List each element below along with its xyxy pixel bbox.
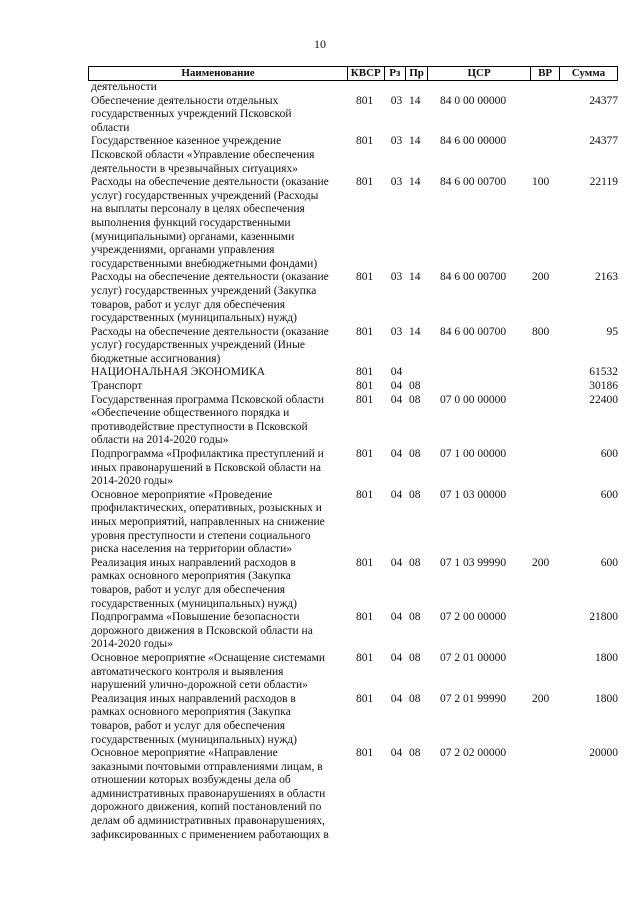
name-line: Реализация иных направлений расходов в xyxy=(91,556,296,569)
name-line: административных правонарушениях в области xyxy=(91,787,326,800)
cell-pr xyxy=(407,81,428,95)
cell-csr: 84 6 00 00700 xyxy=(440,325,507,338)
cell-pr: 14 xyxy=(409,325,421,338)
name-line: Государственное казенное учреждение xyxy=(91,135,282,148)
cell-vr: 800 xyxy=(532,325,550,338)
name-line: государственных (муниципальных) нужд) xyxy=(91,312,297,325)
name-line: 2014-2020 годы» xyxy=(91,638,173,651)
cell-kvsr: 801 xyxy=(356,176,374,189)
name-line: противодействие преступности в Псковской xyxy=(91,420,308,433)
name-line: государственных (муниципальных) нужд) xyxy=(91,597,297,610)
cell-sum: 600 xyxy=(600,448,618,461)
table-row xyxy=(88,176,618,271)
name-line: делам об административных правонарушениях, xyxy=(91,815,325,828)
table-row xyxy=(88,326,618,367)
table-row xyxy=(88,489,618,557)
cell-sum: 22119 xyxy=(589,176,618,189)
cell-kvsr: 801 xyxy=(356,488,374,501)
name-line: товаров, работ и услуг для обеспечения xyxy=(91,719,286,732)
cell-kvsr: 801 xyxy=(356,692,374,705)
name-line: области на 2014-2020 годы» xyxy=(91,434,229,447)
table-row xyxy=(88,81,618,95)
name-line: Основное мероприятие «Проведение xyxy=(91,488,273,501)
cell-rz: 03 xyxy=(390,176,403,189)
cell-pr xyxy=(407,366,428,380)
cell-pr: 14 xyxy=(409,176,421,189)
cell-kvsr: 801 xyxy=(356,94,374,107)
cell-sum: 2163 xyxy=(595,271,618,284)
cell-name xyxy=(88,394,350,448)
table-row xyxy=(88,652,618,693)
cell-rz: 03 xyxy=(390,271,403,284)
cell-csr: 07 1 03 00000 xyxy=(440,488,507,501)
cell-pr: 08 xyxy=(409,556,421,569)
name-line: государственными внебюджетными фондами) xyxy=(91,257,318,270)
cell-name xyxy=(88,326,350,367)
table-row xyxy=(88,271,618,325)
cell-sum: 30186 xyxy=(589,380,618,393)
name-line: Подпрограмма «Повышение безопасности xyxy=(91,611,300,624)
cell-name xyxy=(88,81,350,95)
name-line: услуг) государственных учреждений (Иные xyxy=(91,339,305,352)
cell-csr xyxy=(428,366,532,380)
table-row xyxy=(88,557,618,611)
table-row xyxy=(88,693,618,747)
cell-vr: 200 xyxy=(532,556,550,569)
cell-pr: 14 xyxy=(409,135,421,148)
cell-kvsr: 801 xyxy=(356,325,374,338)
name-line: Реализация иных направлений расходов в xyxy=(91,692,296,705)
header-pr: Пр xyxy=(405,67,427,80)
name-line: государственных (муниципальных) нужд) xyxy=(91,733,297,746)
name-line: Расходы на обеспечение деятельности (оказание xyxy=(91,271,329,284)
name-line: товаров, работ и услуг для обеспечения xyxy=(91,298,286,311)
cell-csr: 84 6 00 00700 xyxy=(440,176,507,189)
header-kvsr: КВСР xyxy=(347,67,383,80)
table-row xyxy=(88,611,618,652)
name-line: государственных учреждений Псковской xyxy=(91,108,292,121)
cell-kvsr: 801 xyxy=(356,380,374,393)
name-line: Транспорт xyxy=(91,380,143,393)
cell-rz: 04 xyxy=(390,448,403,461)
table-row xyxy=(88,448,618,489)
budget-table xyxy=(88,66,618,842)
cell-kvsr: 801 xyxy=(356,611,374,624)
cell-kvsr xyxy=(350,81,386,95)
name-line: товаров, работ и услуг для обеспечения xyxy=(91,583,286,596)
header-sum: Сумма xyxy=(559,67,617,80)
cell-vr xyxy=(532,394,560,448)
name-line: Основное мероприятие «Оснащение системами xyxy=(91,651,326,664)
cell-name xyxy=(88,489,350,557)
cell-sum: 22400 xyxy=(589,393,618,406)
cell-name xyxy=(88,652,350,693)
cell-name xyxy=(88,557,350,611)
cell-name xyxy=(88,176,350,271)
cell-pr: 14 xyxy=(409,94,421,107)
cell-sum: 20000 xyxy=(589,747,618,760)
cell-vr xyxy=(532,95,560,136)
name-line: профилактических, оперативных, розыскных и xyxy=(91,502,322,515)
cell-name xyxy=(88,693,350,747)
cell-rz: 04 xyxy=(390,488,403,501)
cell-rz: 04 xyxy=(390,366,403,379)
name-line: Расходы на обеспечение деятельности (оказание xyxy=(91,176,329,189)
cell-name xyxy=(88,95,350,136)
cell-rz: 03 xyxy=(390,135,403,148)
cell-pr: 08 xyxy=(409,393,421,406)
name-line: (муниципальными) органами, казенными xyxy=(91,230,295,243)
cell-pr: 08 xyxy=(409,488,421,501)
cell-kvsr: 801 xyxy=(356,651,374,664)
cell-rz: 04 xyxy=(390,380,403,393)
name-line: Обеспечение деятельности отдельных xyxy=(91,94,279,107)
cell-vr: 200 xyxy=(532,692,550,705)
cell-pr: 08 xyxy=(409,380,421,393)
cell-pr: 08 xyxy=(409,692,421,705)
cell-csr: 07 0 00 00000 xyxy=(440,393,507,406)
name-line: бюджетные ассигнования) xyxy=(91,352,221,365)
name-line: отношении которых возбуждены дела об xyxy=(91,774,291,787)
name-line: риска населения на территории области» xyxy=(91,543,292,556)
cell-pr: 08 xyxy=(409,611,421,624)
name-line: дорожного движения, копий постановлений по xyxy=(91,801,322,814)
name-line: уровня преступности и степени социального xyxy=(91,529,311,542)
cell-sum xyxy=(560,81,618,95)
name-line: услуг) государственных учреждений (Расходы xyxy=(91,189,319,202)
name-line: заказными почтовыми отправлениями лицам, в xyxy=(91,760,323,773)
name-line: рамках основного мероприятия (Закупка xyxy=(91,570,291,583)
cell-pr: 08 xyxy=(409,651,421,664)
cell-vr: 100 xyxy=(532,176,550,189)
name-line: нарушений улично-дорожной сети области» xyxy=(91,679,308,692)
table-row xyxy=(88,95,618,136)
cell-sum: 24377 xyxy=(589,94,618,107)
name-line: деятельности в чрезвычайных ситуациях» xyxy=(91,162,298,175)
cell-sum: 61532 xyxy=(589,366,618,379)
name-line: Основное мероприятие «Направление xyxy=(91,747,278,760)
table-header xyxy=(88,66,618,81)
cell-name xyxy=(88,448,350,489)
cell-rz: 04 xyxy=(390,651,403,664)
cell-rz: 03 xyxy=(390,94,403,107)
cell-kvsr: 801 xyxy=(356,556,374,569)
cell-csr: 07 2 01 99990 xyxy=(440,692,507,705)
name-line: зафиксированных с применением работающих в xyxy=(91,828,329,841)
cell-sum: 1800 xyxy=(595,651,618,664)
cell-csr: 07 2 01 00000 xyxy=(440,651,507,664)
cell-csr: 84 6 00 00000 xyxy=(440,135,507,148)
cell-csr: 84 0 00 00000 xyxy=(440,94,507,107)
cell-csr: 07 1 03 99990 xyxy=(440,556,507,569)
table-row xyxy=(88,380,618,394)
cell-name xyxy=(88,271,350,325)
cell-pr: 08 xyxy=(409,448,421,461)
cell-sum: 600 xyxy=(600,556,618,569)
cell-vr: 200 xyxy=(532,271,550,284)
table-row xyxy=(88,135,618,176)
cell-rz: 04 xyxy=(390,556,403,569)
page-number: 10 xyxy=(314,37,326,51)
cell-pr: 08 xyxy=(409,747,421,760)
cell-csr xyxy=(428,81,532,95)
cell-rz: 03 xyxy=(390,325,403,338)
cell-rz: 04 xyxy=(390,747,403,760)
cell-csr xyxy=(428,380,532,394)
name-line: дорожного движения в Псковской области на xyxy=(91,624,313,637)
name-line: выполнения функций государственными xyxy=(91,216,291,229)
name-line: НАЦИОНАЛЬНАЯ ЭКОНОМИКА xyxy=(91,366,266,379)
header-name: Наименование xyxy=(181,67,255,79)
name-line: «Обеспечение общественного порядка и xyxy=(91,407,290,420)
cell-vr xyxy=(532,366,560,380)
cell-vr xyxy=(532,81,560,95)
cell-kvsr: 801 xyxy=(356,366,374,379)
name-line: Псковской области «Управление обеспечения xyxy=(91,148,315,161)
cell-sum: 1800 xyxy=(595,692,618,705)
cell-vr xyxy=(532,489,560,557)
cell-csr: 07 2 00 00000 xyxy=(440,611,507,624)
name-line: области xyxy=(91,121,130,134)
name-line: учреждениями, органами управления xyxy=(91,244,275,257)
name-line: рамках основного мероприятия (Закупка xyxy=(91,706,291,719)
cell-rz xyxy=(386,81,407,95)
header-vr: ВР xyxy=(530,67,559,80)
cell-rz: 04 xyxy=(390,611,403,624)
cell-name xyxy=(88,747,350,842)
cell-name xyxy=(88,380,350,394)
cell-name xyxy=(88,611,350,652)
cell-name xyxy=(88,135,350,176)
cell-vr xyxy=(532,611,560,652)
name-line: деятельности xyxy=(91,81,157,93)
name-line: иных правонарушений в Псковской области на xyxy=(91,461,321,474)
cell-sum: 95 xyxy=(606,325,618,338)
cell-rz: 04 xyxy=(390,393,403,406)
cell-kvsr: 801 xyxy=(356,393,374,406)
name-line: Государственная программа Псковской области xyxy=(91,393,325,406)
name-line: 2014-2020 годы» xyxy=(91,475,173,488)
header-rz: Рз xyxy=(384,67,406,80)
cell-name xyxy=(88,366,350,380)
cell-pr: 14 xyxy=(409,271,421,284)
header-csr: ЦСР xyxy=(427,67,530,80)
name-line: Расходы на обеспечение деятельности (оказание xyxy=(91,325,329,338)
name-line: услуг) государственных учреждений (Закупка xyxy=(91,284,317,297)
name-line: на выплаты персоналу в целях обеспечения xyxy=(91,203,305,216)
cell-sum: 21800 xyxy=(589,611,618,624)
table-row xyxy=(88,366,618,380)
name-line: автоматического контроля и выявления xyxy=(91,665,284,678)
cell-csr: 84 6 00 00700 xyxy=(440,271,507,284)
table-body xyxy=(88,81,618,842)
cell-csr: 07 2 02 00000 xyxy=(440,747,507,760)
cell-vr xyxy=(532,747,560,842)
name-line: Подпрограмма «Профилактика преступлений и xyxy=(91,448,324,461)
cell-vr xyxy=(532,652,560,693)
cell-kvsr: 801 xyxy=(356,271,374,284)
cell-csr: 07 1 00 00000 xyxy=(440,448,507,461)
table-row xyxy=(88,747,618,842)
cell-kvsr: 801 xyxy=(356,135,374,148)
cell-sum: 600 xyxy=(600,488,618,501)
cell-kvsr: 801 xyxy=(356,747,374,760)
table-row xyxy=(88,394,618,448)
cell-rz: 04 xyxy=(390,692,403,705)
cell-vr xyxy=(532,448,560,489)
cell-kvsr: 801 xyxy=(356,448,374,461)
cell-sum: 24377 xyxy=(589,135,618,148)
cell-vr xyxy=(532,135,560,176)
cell-vr xyxy=(532,380,560,394)
name-line: иных мероприятий, направленных на снижение xyxy=(91,516,325,528)
